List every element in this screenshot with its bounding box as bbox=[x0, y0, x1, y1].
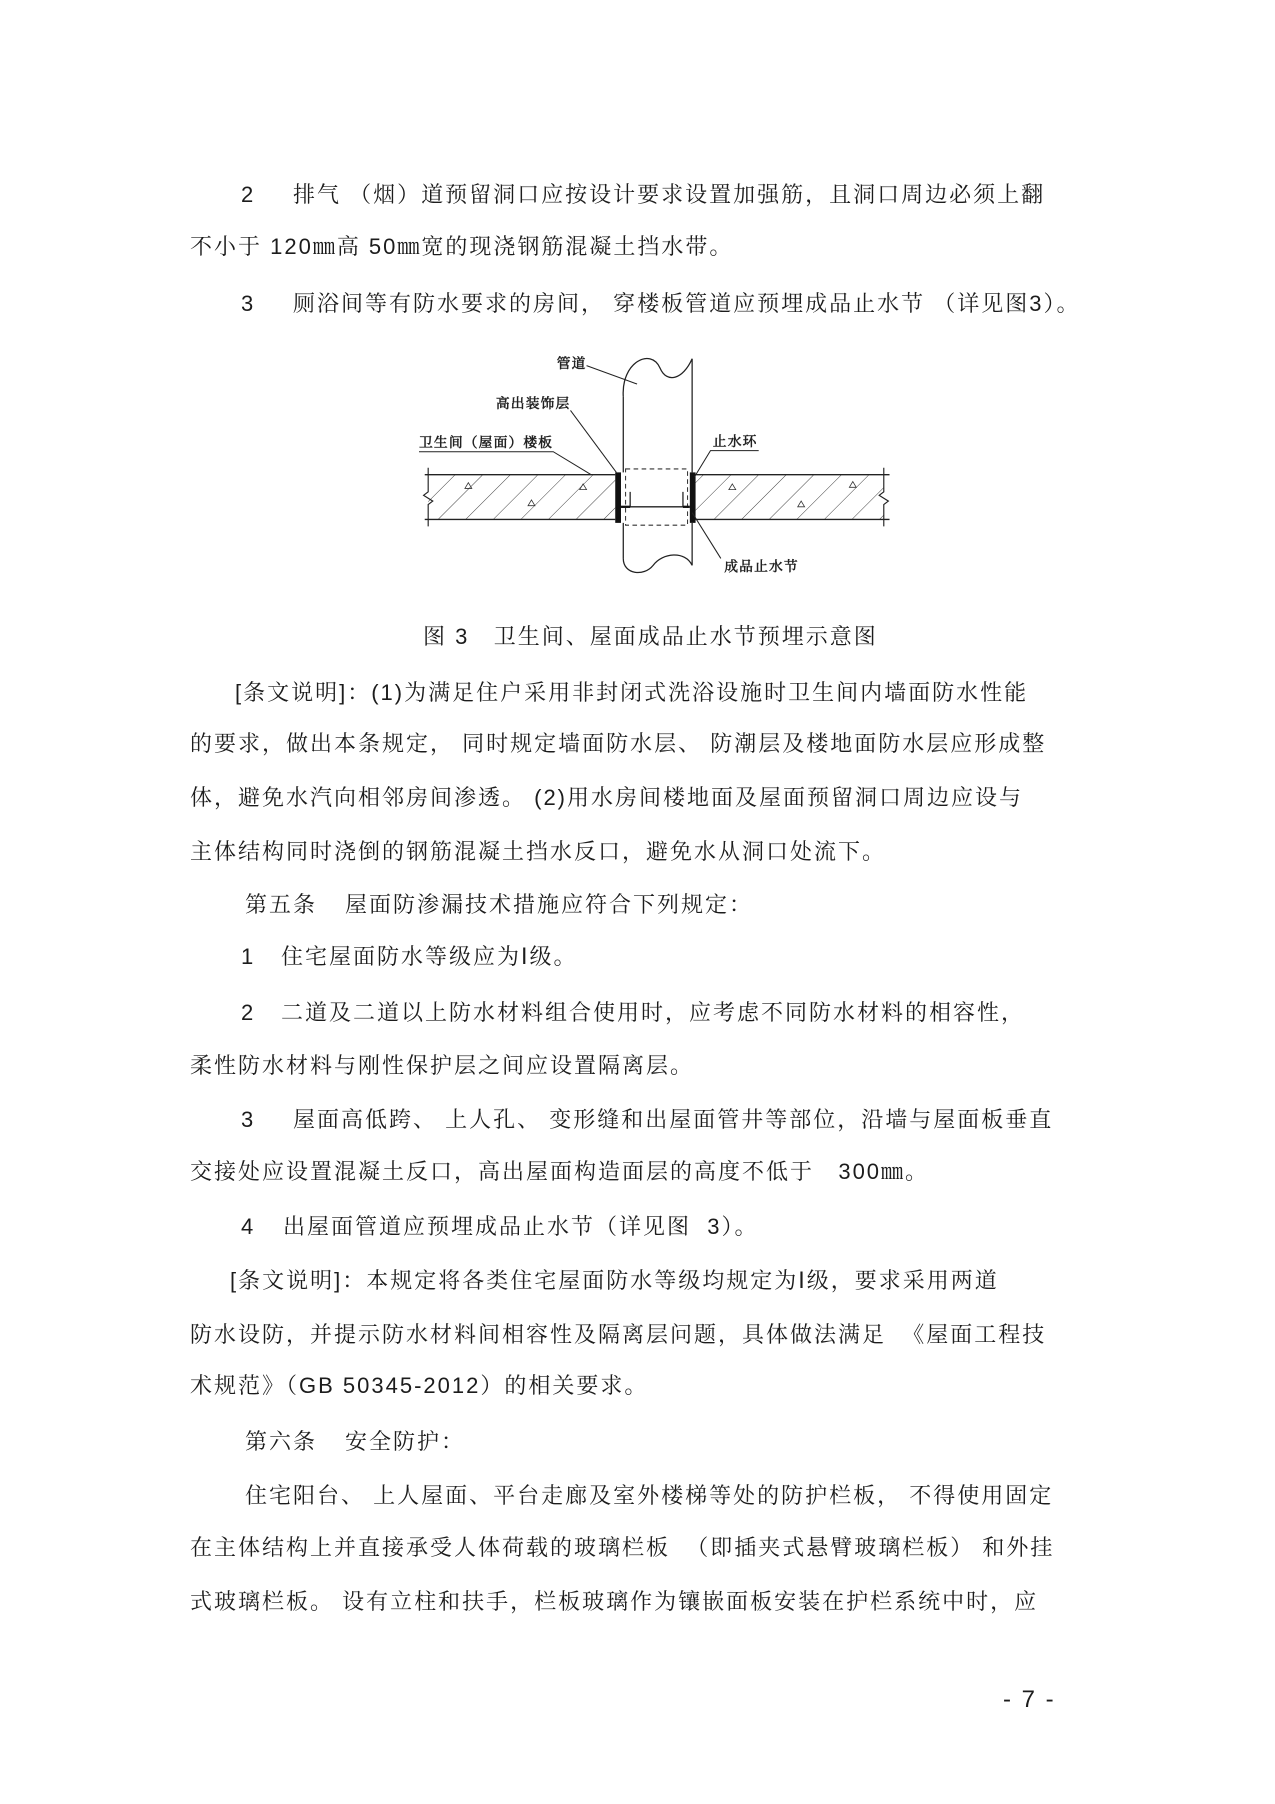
article-number: 第五条 bbox=[245, 892, 318, 917]
text-line bbox=[0, 1157, 1275, 1187]
leader-line bbox=[587, 366, 637, 384]
explanation-text: [条文说明]：本规定将各类住宅屋面防水等级均规定为Ⅰ级，要求采用两道 bbox=[230, 1268, 999, 1293]
text-line bbox=[0, 783, 1275, 813]
label-raised-layer: 高出装饰层 bbox=[495, 396, 571, 413]
item-text: 交接处应设置混凝土反口，高出屋面构造面层的高度不低于 300㎜。 bbox=[190, 1159, 930, 1184]
text-line bbox=[0, 1587, 1275, 1617]
text-line bbox=[0, 1051, 1275, 1081]
item-number: 2 bbox=[241, 1000, 256, 1025]
item-text: 住宅屋面防水等级应为Ⅰ级。 bbox=[281, 944, 578, 969]
text-line bbox=[0, 1533, 1275, 1563]
text-line bbox=[0, 1371, 1275, 1401]
item-text: 二道及二道以上防水材料组合使用时，应考虑不同防水材料的相容性， bbox=[281, 1000, 1026, 1025]
text-line bbox=[0, 837, 1275, 867]
explanation-text: 主体结构同时浇倒的钢筋混凝土挡水反口，避免水从洞口处流下。 bbox=[190, 839, 887, 864]
item-text: 排气 （烟）道预留洞口应按设计要求设置加强筋，且洞口周边必须上翻 bbox=[293, 182, 1046, 207]
article-title: 安全防护： bbox=[345, 1429, 466, 1454]
paragraph-text: 在主体结构上并直接承受人体荷载的玻璃栏板 （即插夹式悬臂玻璃栏板） 和外挂 bbox=[190, 1535, 1055, 1560]
explanation-text: 体，避免水汽向相邻房间渗透。 (2)用水房间楼地面及屋面预留洞口周边应设与 bbox=[190, 785, 1024, 810]
paragraph-text: 住宅阳台、 上人屋面、平台走廊及室外楼梯等处的防护栏板， 不得使用固定 bbox=[245, 1483, 1054, 1508]
floor-slab-left bbox=[424, 468, 616, 527]
item-text: 屋面高低跨、 上人孔、 变形缝和出屋面管井等部位，沿墙与屋面板垂直 bbox=[293, 1107, 1054, 1132]
text-line bbox=[0, 1481, 1275, 1511]
paragraph-text: 式玻璃栏板。 设有立柱和扶手，栏板玻璃作为镶嵌面板安装在护栏系统中时，应 bbox=[190, 1589, 1039, 1614]
explanation-text: 术规范》（GB 50345-2012）的相关要求。 bbox=[190, 1373, 649, 1398]
list-item bbox=[0, 998, 1275, 1028]
leader-line bbox=[694, 451, 758, 477]
label-pipe: 管道 bbox=[556, 355, 587, 372]
item-text: 厕浴间等有防水要求的房间， 穿楼板管道应预埋成品止水节 （详见图3）。 bbox=[293, 291, 1081, 316]
item-number: 2 bbox=[241, 182, 256, 207]
explanation-text: 的要求，做出本条规定， 同时规定墙面防水层、 防潮层及楼地面防水层应形成整 bbox=[190, 731, 1047, 756]
list-item bbox=[0, 180, 1275, 210]
pipe bbox=[623, 359, 692, 573]
explanation-text: [条文说明]：(1)为满足住户采用非封闭式洗浴设施时卫生间内墙面防水性能 bbox=[235, 680, 1029, 705]
item-number: 4 bbox=[241, 1214, 256, 1239]
item-text: 不小于 120㎜高 50㎜宽的现浇钢筋混凝土挡水带。 bbox=[190, 234, 734, 259]
item-number: 3 bbox=[241, 291, 256, 316]
list-item bbox=[0, 1105, 1275, 1135]
article-heading bbox=[0, 890, 1275, 920]
item-text: 出屋面管道应预埋成品止水节（详见图 3）。 bbox=[283, 1214, 759, 1239]
text-line bbox=[0, 1266, 1275, 1296]
figure-caption bbox=[423, 622, 878, 652]
explanation-text: 防水设防，并提示防水材料间相容性及隔离层问题，具体做法满足 《屋面工程技 bbox=[190, 1322, 1047, 1347]
list-item bbox=[0, 942, 1275, 972]
leader-line bbox=[419, 452, 591, 475]
article-title: 屋面防渗漏技术措施应符合下列规定： bbox=[345, 892, 754, 917]
text-line bbox=[0, 1320, 1275, 1350]
text-line bbox=[0, 678, 1275, 708]
floor-slab-right bbox=[696, 468, 890, 527]
label-water-ring: 止水环 bbox=[712, 433, 758, 450]
water-stop-diagram bbox=[419, 345, 901, 586]
page-number: - 7 - bbox=[1003, 1686, 1056, 1713]
list-item bbox=[0, 1212, 1275, 1242]
item-text: 柔性防水材料与刚性保护层之间应设置隔离层。 bbox=[190, 1053, 695, 1078]
leader-line bbox=[570, 410, 616, 472]
caption-number: 图 3 bbox=[423, 624, 470, 649]
text-line bbox=[0, 232, 1275, 262]
item-number: 1 bbox=[241, 944, 256, 969]
item-number: 3 bbox=[241, 1107, 256, 1132]
label-water-stop: 成品止水节 bbox=[724, 559, 799, 576]
label-floor-slab: 卫生间（屋面）楼板 bbox=[419, 435, 554, 452]
article-number: 第六条 bbox=[245, 1429, 318, 1454]
article-heading bbox=[0, 1427, 1275, 1457]
water-stop-sleeve bbox=[615, 469, 695, 525]
caption-text: 卫生间、屋面成品止水节预埋示意图 bbox=[493, 624, 878, 649]
list-item bbox=[0, 289, 1275, 319]
text-line bbox=[0, 729, 1275, 759]
